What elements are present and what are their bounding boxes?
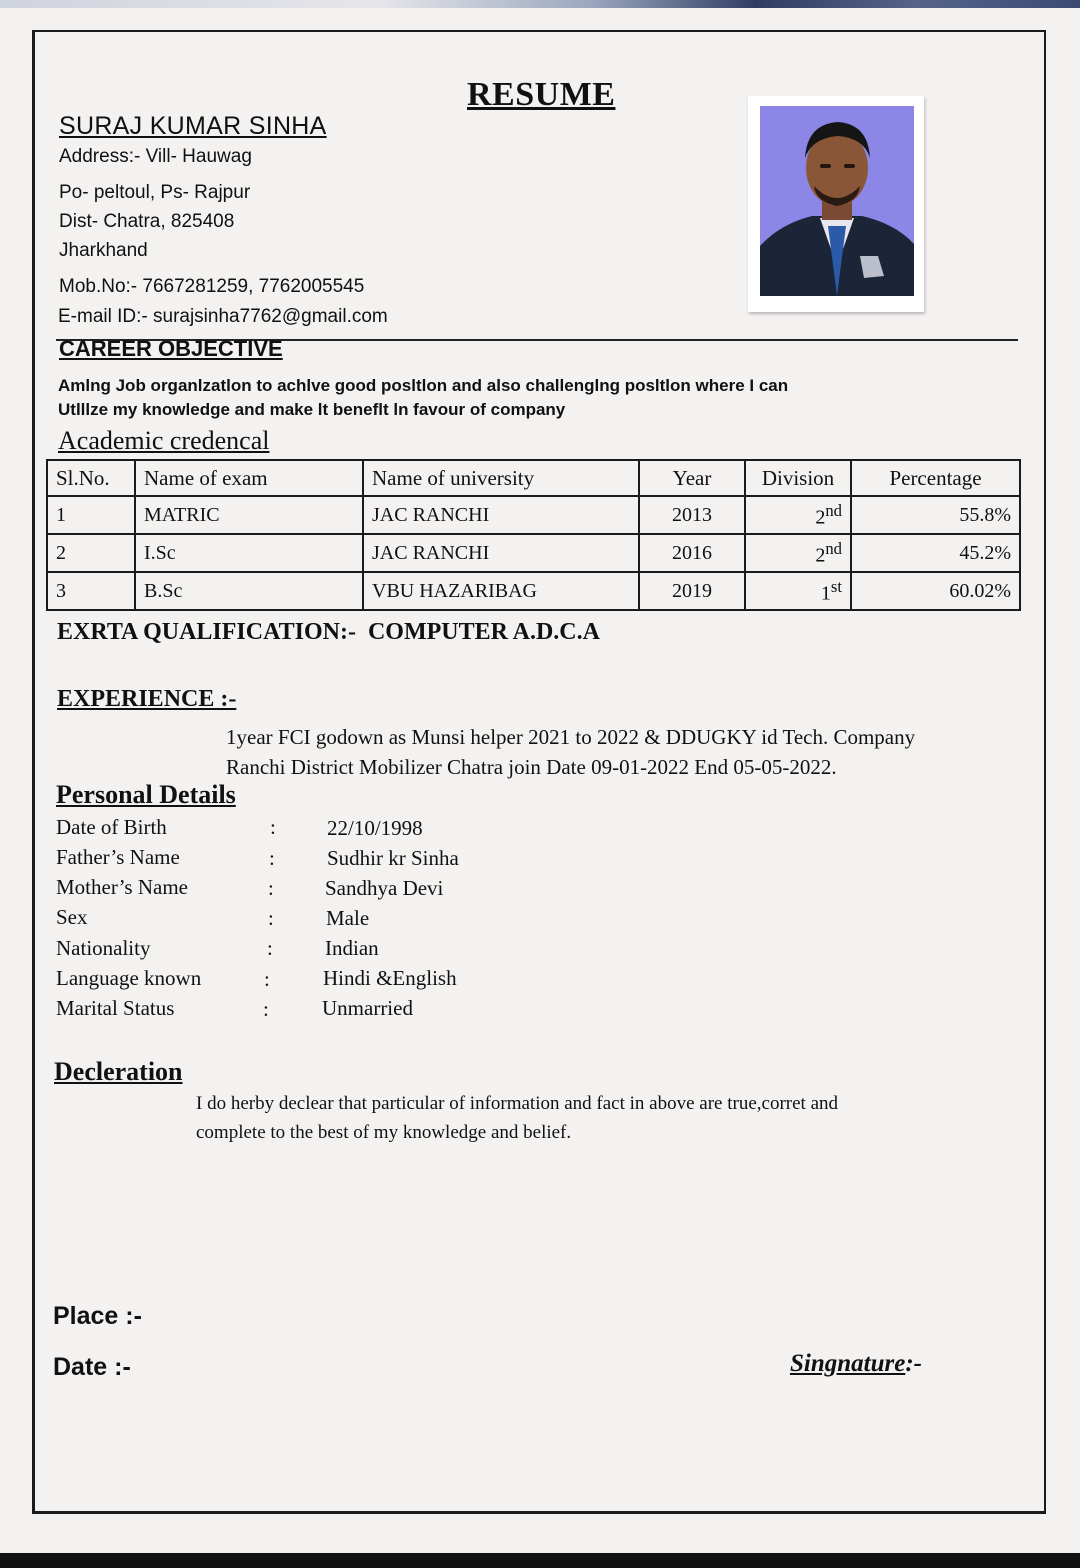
table-row bbox=[47, 534, 1020, 572]
table-row bbox=[47, 572, 1020, 610]
profile-photo bbox=[748, 96, 924, 312]
cell-exam: I.Sc bbox=[135, 534, 363, 572]
declaration-heading: Decleration bbox=[54, 1057, 183, 1086]
cell-percentage: 60.02% bbox=[851, 572, 1020, 610]
cell-year: 2016 bbox=[639, 534, 745, 572]
column-header-percentage: Percentage bbox=[851, 460, 1020, 496]
detail-value: 22/10/1998 bbox=[327, 816, 423, 840]
career-objective-text: Utlllze my knowledge and make lt beneflt ln favour of company bbox=[58, 400, 566, 419]
cell-division bbox=[745, 496, 851, 534]
career-objective-heading: CAREER OBJECTIVE bbox=[59, 336, 283, 361]
address-line: Jharkhand bbox=[59, 240, 148, 261]
detail-label: Sex bbox=[56, 905, 88, 929]
declaration-text: complete to the best of my knowledge and belief. bbox=[196, 1122, 572, 1143]
cell-year: 2019 bbox=[639, 572, 745, 610]
background-bottom bbox=[0, 1553, 1080, 1568]
signature-suffix: :- bbox=[905, 1350, 922, 1377]
cell-division bbox=[745, 534, 851, 572]
extra-qualification-value: COMPUTER A.D.C.A bbox=[367, 619, 600, 645]
division-number: 2 bbox=[815, 544, 826, 567]
email-address: E-mail ID:- surajsinha7762@gmail.com bbox=[58, 306, 388, 327]
detail-separator: : bbox=[264, 967, 270, 991]
table-row bbox=[47, 496, 1020, 534]
cell-slno: 2 bbox=[47, 534, 135, 572]
detail-label: Date of Birth bbox=[56, 815, 167, 839]
signature-text: Singnature bbox=[790, 1350, 906, 1377]
detail-label: Father’s Name bbox=[56, 845, 180, 869]
cell-exam: MATRIC bbox=[135, 496, 363, 534]
division-number: 2 bbox=[815, 506, 826, 529]
column-header-year: Year bbox=[639, 460, 745, 496]
signature-label bbox=[790, 1350, 922, 1378]
table-header-row bbox=[47, 460, 1020, 496]
page-title: RESUME bbox=[467, 76, 616, 113]
career-objective-text: Amlng Job organlzatlon to achlve good posltlon and also challenglng posltlon where I can bbox=[58, 376, 789, 395]
detail-value: Unmarried bbox=[322, 996, 413, 1020]
detail-value: Hindi &English bbox=[323, 966, 457, 990]
column-header-division: Division bbox=[745, 460, 851, 496]
mobile-numbers: Mob.No:- 7667281259, 7762005545 bbox=[59, 276, 365, 297]
detail-label: Mother’s Name bbox=[56, 875, 188, 899]
column-header-slno: Sl.No. bbox=[47, 460, 135, 496]
detail-label: Nationality bbox=[56, 936, 151, 960]
experience-text: Ranchi District Mobilizer Chatra join Date 09-01-2022 End 05-05-2022. bbox=[226, 755, 837, 779]
place-label: Place :- bbox=[53, 1302, 142, 1330]
detail-value: Indian bbox=[325, 936, 379, 960]
detail-separator: : bbox=[263, 997, 269, 1021]
extra-qualification bbox=[57, 619, 600, 646]
extra-qualification-label: EXRTA QUALIFICATION:- bbox=[57, 619, 356, 645]
detail-value: Male bbox=[326, 906, 370, 930]
date-label: Date :- bbox=[53, 1353, 131, 1381]
address-line: Po- peltoul, Ps- Rajpur bbox=[59, 182, 251, 203]
column-header-university: Name of university bbox=[363, 460, 639, 496]
division-number: 1 bbox=[820, 582, 831, 605]
cell-slno: 1 bbox=[47, 496, 135, 534]
personal-details-heading: Personal Details bbox=[56, 780, 236, 809]
detail-separator: : bbox=[268, 876, 274, 900]
detail-label: Language known bbox=[56, 966, 202, 990]
division-suffix: nd bbox=[825, 538, 842, 558]
cell-university: VBU HAZARIBAG bbox=[363, 572, 639, 610]
cell-year: 2013 bbox=[639, 496, 745, 534]
cell-slno: 3 bbox=[47, 572, 135, 610]
detail-separator: : bbox=[270, 815, 276, 839]
cell-percentage: 55.8% bbox=[851, 496, 1020, 534]
profile-photo-image bbox=[760, 106, 914, 296]
cell-university: JAC RANCHI bbox=[363, 496, 639, 534]
cell-percentage: 45.2% bbox=[851, 534, 1020, 572]
experience-heading: EXPERIENCE :- bbox=[57, 686, 237, 712]
division-suffix: nd bbox=[825, 500, 842, 520]
candidate-name: SURAJ KUMAR SINHA bbox=[59, 112, 327, 140]
cell-university: JAC RANCHI bbox=[363, 534, 639, 572]
detail-separator: : bbox=[268, 906, 274, 930]
detail-label: Marital Status bbox=[56, 996, 175, 1020]
declaration-text: I do herby declear that particular of information and fact in above are true,corret and bbox=[196, 1093, 839, 1114]
experience-text: 1year FCI godown as Munsi helper 2021 to 2022 & DDUGKY id Tech. Company bbox=[226, 725, 916, 749]
detail-value: Sandhya Devi bbox=[325, 876, 444, 900]
academic-table bbox=[46, 459, 1021, 611]
column-header-exam: Name of exam bbox=[135, 460, 363, 496]
detail-value: Sudhir kr Sinha bbox=[327, 846, 459, 870]
detail-separator: : bbox=[267, 936, 273, 960]
cell-division bbox=[745, 572, 851, 610]
detail-separator: : bbox=[269, 846, 275, 870]
academic-heading: Academic credencal bbox=[58, 426, 270, 455]
division-suffix: st bbox=[830, 576, 842, 596]
address-line: Address:- Vill- Hauwag bbox=[59, 146, 252, 167]
cell-exam: B.Sc bbox=[135, 572, 363, 610]
address-line: Dist- Chatra, 825408 bbox=[59, 211, 235, 232]
